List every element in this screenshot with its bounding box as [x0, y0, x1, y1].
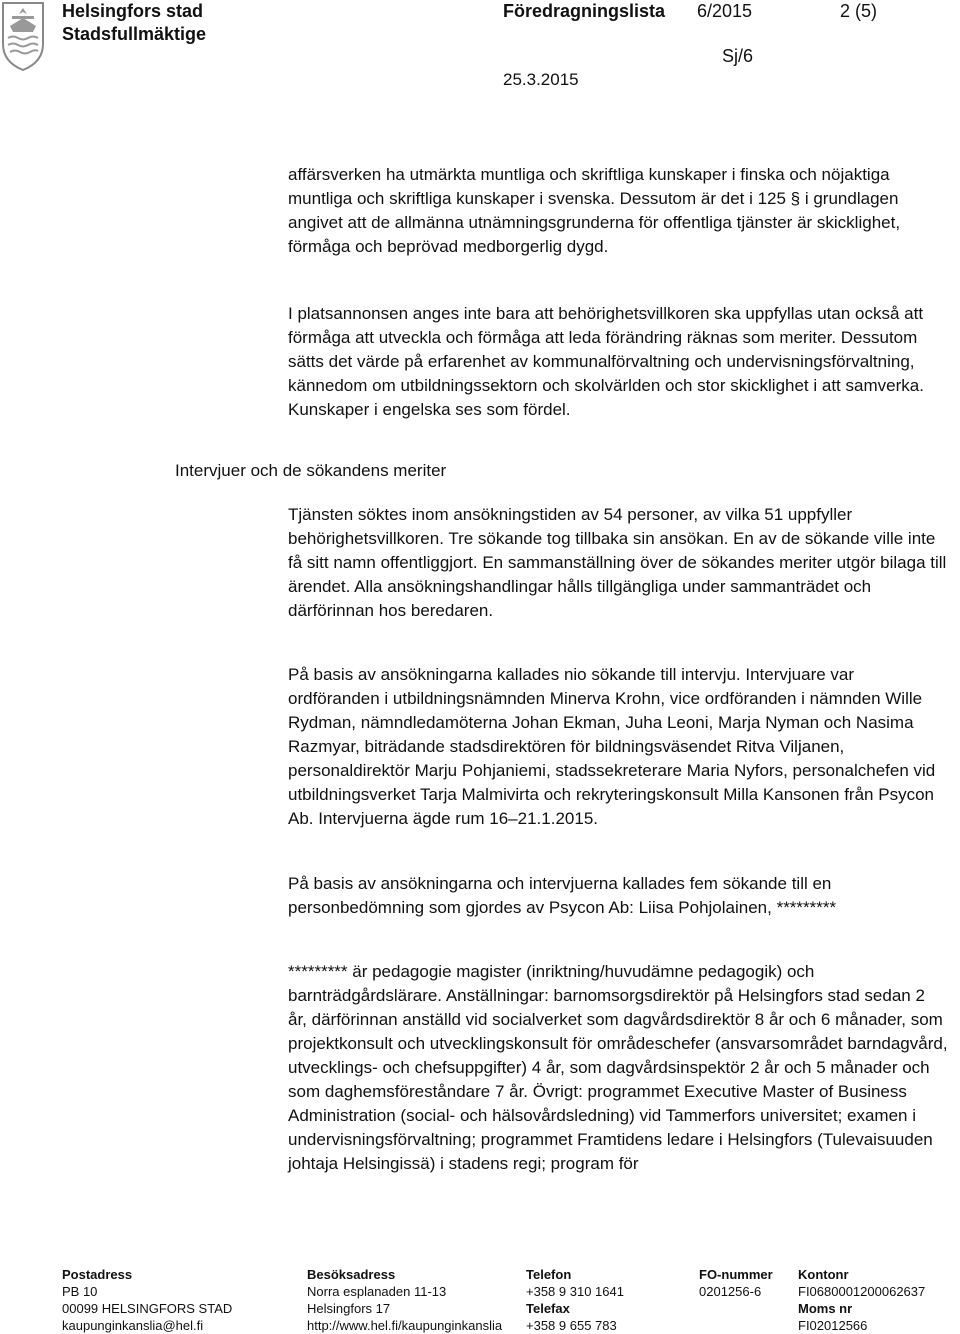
paragraph-5: [288, 872, 948, 920]
footer-vat-label: Moms nr: [798, 1301, 853, 1316]
footer-email: kaupunginkanslia@hel.fi: [62, 1318, 204, 1333]
footer-fax: +358 9 655 783: [526, 1318, 617, 1333]
footer-postal-line: 00099 HELSINGFORS STAD: [62, 1301, 233, 1316]
paragraph-2-text: I platsannonsen anges inte bara att behörighetsvillkoren ska uppfyllas utan också att förmåga att utveckla och förmåga att leda förändring räknas som meriter. Dessutom sätts det värde på erfarenhet av kommunalförvaltning och undervisningsförvaltning, kännedom om utbildningssektorn och skolvärlden och stor skicklighet i att samverka. Kunskaper i engelska ses som fördel.: [288, 304, 924, 419]
paragraph-2: [288, 302, 948, 422]
footer-postal-column: [62, 1266, 232, 1334]
footer-fo-number: 0201256-6: [699, 1284, 762, 1299]
document-number: 6/2015: [697, 1, 753, 21]
paragraph-1: [288, 163, 948, 259]
footer-fo-column: [699, 1266, 773, 1300]
footer-vat-number: FI02012566: [798, 1318, 868, 1333]
helsinki-crest-logo: [0, 0, 46, 72]
footer-account-number: FI0680001200062637: [798, 1284, 926, 1299]
footer-visit-line: Helsingfors 17: [307, 1301, 391, 1316]
paragraph-4-text: På basis av ansökningarna kallades nio sökande till intervju. Intervjuare var ordföranden i utbildningsnämnden Minerva Krohn, vice ordföranden i nämnden Wille Rydman, nämndledamöterna Johan Ekman, Juha Leoni, Marja Nyman och Nasima Razmyar, biträdande stadsdirektören för bildningsväsendet Ritva Viljanen, personaldirektör Marju Pohjaniemi, stadssekreterare Maria Nyfors, personalchefen vid utbildningsverket Tarja Malmivirta och rekryteringskonsult Milla Kansonen från Psycon Ab. Intervjuerna ägde rum 16–21.1.2015.: [288, 665, 936, 828]
agenda-item: Sj/6: [722, 46, 754, 66]
document-date: 25.3.2015: [503, 70, 579, 89]
paragraph-3-text: Tjänsten söktes inom ansökningstiden av 54 personer, av vilka 51 uppfyller behörighetsvillkoren. Tre sökande tog tillbaka sin ansökan. En av de sökande ville inte få sitt namn offentliggjort. En sammanställning över de sökandes meriter utgör bilaga till ärendet. Alla ansökningshandlingar hålls tillgängliga under sammanträdet och därförinnan hos beredaren.: [288, 505, 947, 620]
footer-visit-line: Norra esplanaden 11-13: [307, 1284, 447, 1299]
paragraph-4: [288, 663, 948, 831]
paragraph-6: [288, 960, 948, 1176]
header-organization: Helsingfors stad: [62, 1, 204, 21]
footer-phone: +358 9 310 1641: [526, 1284, 624, 1299]
footer-fax-label: Telefax: [526, 1301, 570, 1316]
footer-website: http://www.hel.fi/kaupunginkanslia: [307, 1318, 503, 1333]
footer-phone-label: Telefon: [526, 1267, 572, 1282]
paragraph-1-text: affärsverken ha utmärkta muntliga och skriftliga kunskaper i finska och nöjaktiga muntliga och skriftliga kunskaper i svenska. Dessutom är det i 125 § i grundlagen angivet att de allmänna utnämningsgrunderna för offentliga tjänster är skicklighet, förmåga och beprövad medborgerlig dygd.: [288, 165, 901, 256]
paragraph-5-text: På basis av ansökningarna och intervjuerna kallades fem sökande till en personbedömning som gjordes av Psycon Ab: Liisa Pohjolainen, *********: [288, 874, 837, 917]
paragraph-3: [288, 503, 948, 623]
footer-postal-label: Postadress: [62, 1267, 133, 1282]
section-heading: Intervjuer och de sökandens meriter: [175, 461, 447, 480]
document-title: Föredragningslista: [503, 1, 666, 21]
footer-postal-line: PB 10: [62, 1284, 98, 1299]
footer-fo-label: FO-nummer: [699, 1267, 773, 1282]
footer-account-label: Kontonr: [798, 1267, 849, 1282]
footer-phone-column: [526, 1266, 624, 1334]
footer-account-column: [798, 1266, 925, 1334]
footer-visit-column: [307, 1266, 502, 1334]
header-department: Stadsfullmäktige: [62, 24, 207, 44]
footer-visit-label: Besöksadress: [307, 1267, 396, 1282]
page-number: 2 (5): [840, 1, 878, 21]
paragraph-6-text: ********* är pedagogie magister (inriktning/huvudämne pedagogik) och barnträdgårdslärare. Anställningar: barnomsorgsdirektör på Helsingfors stad sedan 2 år, därförinnan anställd vid socialverket som dagvårdsdirektör 8 år och 6 månader, som projektkonsult och utvecklingskonsult för områdeschefer (ansvarsområdet barndagvård, utvecklings- och chefsuppgifter) 4 år, som dagvårdsinspektör 2 år och 5 månader och som daghemsföreståndare 7 år. Övrigt: programmet Executive Master of Business Administration (social- och hälsovårdsledning) vid Tammerfors universitet; examen i undervisningsförvaltning; programmet Framtidens ledare i Helsingfors (Tulevaisuuden johtaja Helsingissä) i stadens regi; program för: [288, 962, 948, 1173]
